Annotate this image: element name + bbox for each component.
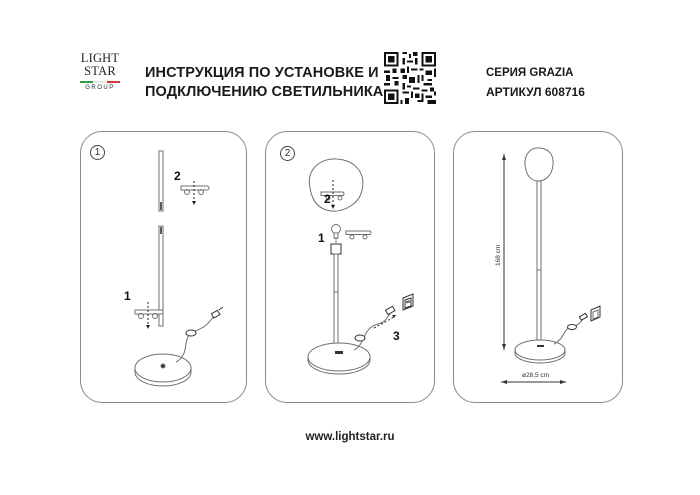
article-label: АРТИКУЛ 608716: [486, 85, 585, 99]
logo-line1: LIGHT: [80, 51, 120, 65]
website-link[interactable]: www.lightstar.ru: [305, 431, 395, 443]
step-2-illustration: [266, 132, 436, 404]
dimensions-illustration: [454, 132, 624, 404]
height-dimension: 168 cm: [495, 244, 502, 266]
label-shade: 2: [324, 192, 331, 206]
page-title: [145, 64, 383, 102]
step-2-panel: [265, 131, 435, 403]
logo-line2: STAR: [84, 64, 116, 78]
label-1: 1: [124, 289, 131, 303]
product-info: [486, 64, 585, 102]
logo-line3: GROUP: [85, 85, 115, 91]
series-label: СЕРИЯ GRAZIA: [486, 67, 574, 79]
step-1-panel: [80, 131, 247, 403]
title-line1: ИНСТРУКЦИЯ ПО УСТАНОВКЕ И: [145, 65, 379, 81]
brand-logo: [76, 52, 124, 104]
step-1-illustration: [81, 132, 248, 404]
label-2: 2: [174, 169, 181, 183]
title-line2: ПОДКЛЮЧЕНИЮ СВЕТИЛЬНИКА: [145, 84, 384, 100]
step-3-panel: [453, 131, 623, 403]
label-bulb: 1: [318, 231, 325, 245]
qr-code-icon: [384, 52, 436, 104]
step-number: 1: [90, 145, 105, 160]
label-plug: 3: [393, 329, 400, 343]
diameter-dimension: ø28,5 cm: [522, 372, 550, 379]
step-number: 2: [280, 146, 295, 161]
italian-flag-icon: [80, 81, 120, 83]
